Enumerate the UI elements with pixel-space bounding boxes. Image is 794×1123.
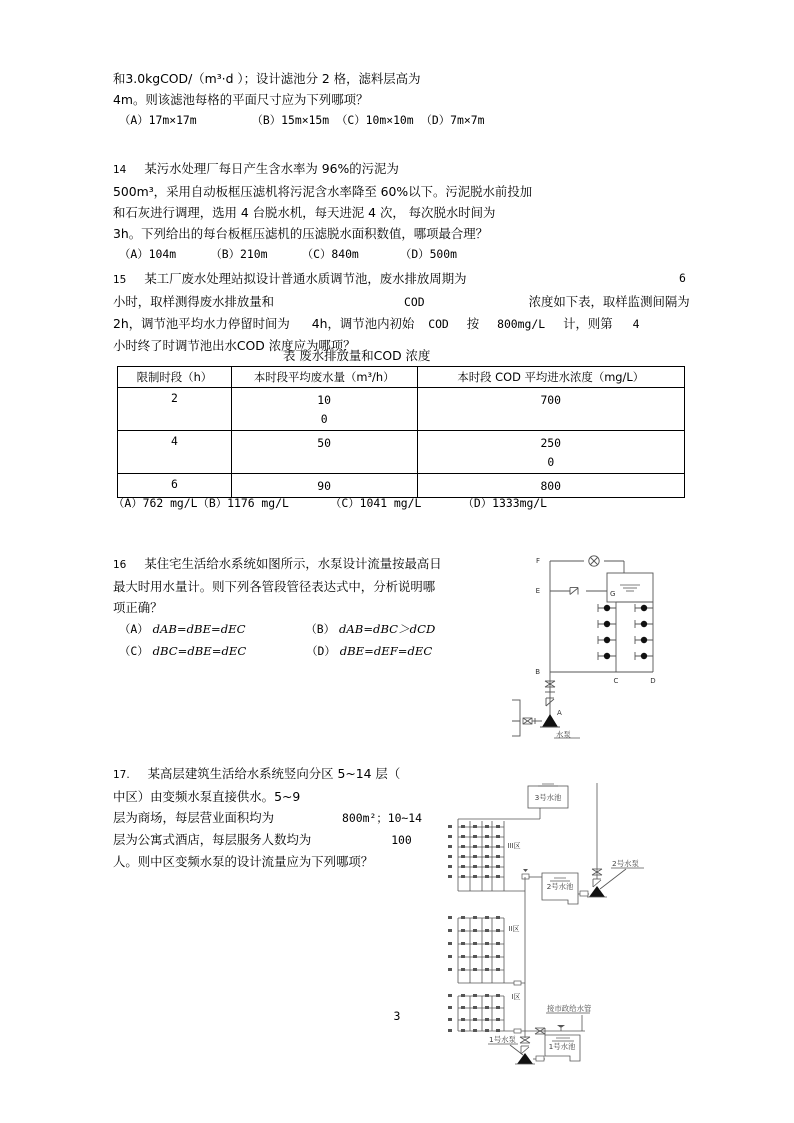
- cell-flow-part-1: 50: [317, 436, 332, 450]
- cell-flow: [231, 431, 417, 474]
- check-valve-icon-pump2: [593, 879, 601, 887]
- check-valve-icon: [570, 588, 578, 595]
- pump-label: 水泵: [556, 730, 571, 739]
- q13-options: （A）17m×17m （B）15m×15m （C）10m×10m （D）7m×7m: [119, 113, 485, 127]
- pump-1-icon: [515, 1053, 535, 1064]
- q15-text-3: 2h，调节池平均水力停留时间为: [113, 316, 290, 331]
- q15-text-2b: 浓度如下表，取样监测间隔为: [528, 294, 690, 309]
- cell-flow-part-2: 0: [320, 412, 328, 426]
- q16-option-c-expr: dBC=dBE=dEC: [152, 644, 247, 658]
- q15-l3-p1: COD: [428, 317, 449, 331]
- valve-icon-top: [589, 556, 599, 566]
- zone2-connection-valve: [514, 981, 521, 985]
- cell-flow: [231, 474, 417, 498]
- cell-cod: [417, 474, 685, 498]
- q15-line1-right: 6: [679, 271, 686, 285]
- q16-option-row-1: [113, 618, 442, 640]
- q17-line3-right: 800m²；10~14: [342, 811, 422, 825]
- q14-line-4: 3h。下列给出的每台板框压滤机的压滤脱水面积数值，哪项最合理？: [113, 226, 489, 241]
- cell-flow-part-1: 90: [317, 479, 332, 493]
- table-row: [118, 388, 685, 431]
- zone1-connection-valve: [514, 1029, 521, 1033]
- table-header-period: 限制时段（h）: [118, 367, 232, 388]
- q16-option-row-2: [113, 640, 442, 662]
- table-caption: 表 废水排放量和COD 浓度: [283, 348, 431, 363]
- q15-line-4: 小时终了时调节池出水COD 浓度应为哪项？: [113, 338, 356, 353]
- q17-line-2: 中区）由变频水泵直接供水。5~9: [113, 789, 301, 804]
- zone-3-floors: [448, 821, 504, 891]
- node-label-a: A: [557, 709, 562, 717]
- q16-line-2: 最大时用水量计。则下列各管段管径表达式中，分析说明哪: [113, 579, 436, 594]
- node-label-b: B: [535, 668, 540, 676]
- q17-number: 17.: [113, 769, 130, 781]
- q16-line-3: 项正确？: [113, 600, 163, 615]
- cell-period: 6: [118, 474, 232, 498]
- cell-cod-part-1: 250: [540, 436, 562, 450]
- valve-icon-tank2-inlet: [522, 869, 529, 879]
- table-row: [118, 431, 685, 474]
- q15-l3-p3: 800mg/L: [497, 317, 546, 331]
- node-label-f: F: [535, 557, 540, 565]
- q16-line-1: [113, 553, 442, 576]
- node-label-g: G: [610, 590, 616, 598]
- node-label-d: D: [650, 677, 656, 685]
- zone-3-label: III区: [507, 842, 521, 850]
- question-13-tail: [113, 68, 484, 131]
- cell-cod-part-2: 0: [547, 455, 555, 469]
- table-header-row: [118, 367, 685, 388]
- question-16: [113, 553, 442, 662]
- q16-text-1: 某住宅生活给水系统如图所示，水泵设计流量按最高日: [144, 556, 442, 571]
- q16-option-a-label: （A）: [119, 622, 149, 636]
- cell-cod-part-1: 700: [540, 393, 562, 407]
- q13-line-1: 和3.0kgCOD/（m³·d ）；设计滤池分 2 格，滤料层高为: [113, 71, 421, 86]
- node-label-e: E: [535, 587, 540, 595]
- highrise-water-supply-diagram: [430, 783, 715, 1078]
- q15-options: （A）762 mg/L（B）1176 mg/L （C）1041 mg/L （D）1333mg/L: [113, 496, 548, 510]
- q15-l3-p2: 按: [466, 316, 480, 331]
- q15-text-2: 小时，取样测得废水排放量和: [113, 294, 275, 309]
- q17-text-4: 层为公寓式酒店，每层服务人数均为: [113, 832, 312, 847]
- tank-2-label: 2号水池: [546, 882, 574, 891]
- question-15: [113, 268, 693, 356]
- cell-cod: [417, 388, 685, 431]
- pump-1-label: 1号水泵: [489, 1035, 516, 1044]
- page-number: 3: [393, 1009, 401, 1023]
- q17-text-1: 某高层建筑生活给水系统竖向分区 5~14 层（: [147, 766, 401, 781]
- node-label-c: C: [613, 677, 619, 685]
- table-header-cod: 本时段 COD 平均进水浓度（mg/L）: [417, 367, 685, 388]
- q15-number: 15: [113, 274, 127, 286]
- table-row: [118, 474, 685, 498]
- q15-cod-token: COD: [404, 295, 425, 309]
- q16-option-c-label: （C）: [119, 644, 149, 658]
- q15-text-1: 某工厂废水处理站拟设计普通水质调节池，废水排放周期为: [144, 271, 467, 286]
- q15-line-1: [113, 268, 693, 291]
- residential-water-supply-diagram: [512, 540, 702, 745]
- q15-l3-p0: 4h，调节池内初始: [311, 316, 415, 331]
- q16-option-b-label: （B）: [305, 622, 336, 636]
- cell-cod: [417, 431, 685, 474]
- q15-l3-p5: 4: [632, 317, 640, 331]
- q17-line4-right: 100: [391, 833, 412, 847]
- zone-1-label: I区: [511, 993, 521, 1001]
- wastewater-cod-table: [117, 366, 685, 498]
- cell-flow: [231, 388, 417, 431]
- q16-option-d-label: （D）: [306, 644, 336, 658]
- q16-option-d-expr: dBE=dEF=dEC: [339, 644, 433, 658]
- cell-cod-part-1: 800: [540, 479, 562, 493]
- q16-number: 16: [113, 559, 127, 571]
- tank-3-label: 3号水池: [534, 793, 562, 802]
- q14-options: （A）104m （B）210m （C）840m （D）500m: [119, 247, 458, 261]
- cell-period: 2: [118, 388, 232, 431]
- q14-line-3: 和石灰进行调理，选用 4 台脱水机，每天进泥 4 次， 每次脱水时间为: [113, 205, 496, 220]
- q15-l3-p4: 计，则第: [563, 316, 613, 331]
- q14-line-1: [113, 158, 532, 181]
- question-14: [113, 158, 532, 265]
- q15-line-2: [113, 291, 693, 313]
- q16-option-b-expr: dAB=dBC＞dCD: [339, 622, 436, 636]
- q15-line-3: [113, 313, 693, 335]
- tank2-suction-valve-icon: [580, 891, 588, 896]
- q14-line-2: 500m³，采用自动板框压滤机将污泥含水率降至 60%以下。污泥脱水前投加: [113, 184, 533, 199]
- zone-2-label: II区: [508, 925, 520, 933]
- tank1-suction-valve-icon: [536, 1056, 544, 1061]
- q17-line-5: 人。则中区变频水泵的设计流量应为下列哪项？: [113, 854, 374, 869]
- q16-option-a-expr: dAB=dBE=dEC: [152, 622, 246, 636]
- q14-text-1: 某污水处理厂每日产生含水率为 96%的污泥为: [144, 161, 399, 176]
- tank-1-label: 1号水池: [548, 1042, 576, 1051]
- q17-text-3: 层为商场，每层营业面积均为: [113, 810, 275, 825]
- municipal-main-label: 接市政给水管: [547, 1004, 592, 1013]
- table-header-flow: 本时段平均废水量（m³/h）: [231, 367, 417, 388]
- check-valve-icon-pump1: [521, 1046, 529, 1054]
- cell-flow-part-1: 10: [317, 393, 332, 407]
- fixture-group: [598, 604, 653, 660]
- cell-period: 4: [118, 431, 232, 474]
- pump-2-label: 2号水泵: [612, 859, 639, 868]
- q13-line-2: 4m。则该滤池每格的平面尺寸应为下列哪项？: [113, 92, 369, 107]
- q14-number: 14: [113, 164, 127, 176]
- pump-2-icon: [587, 886, 607, 897]
